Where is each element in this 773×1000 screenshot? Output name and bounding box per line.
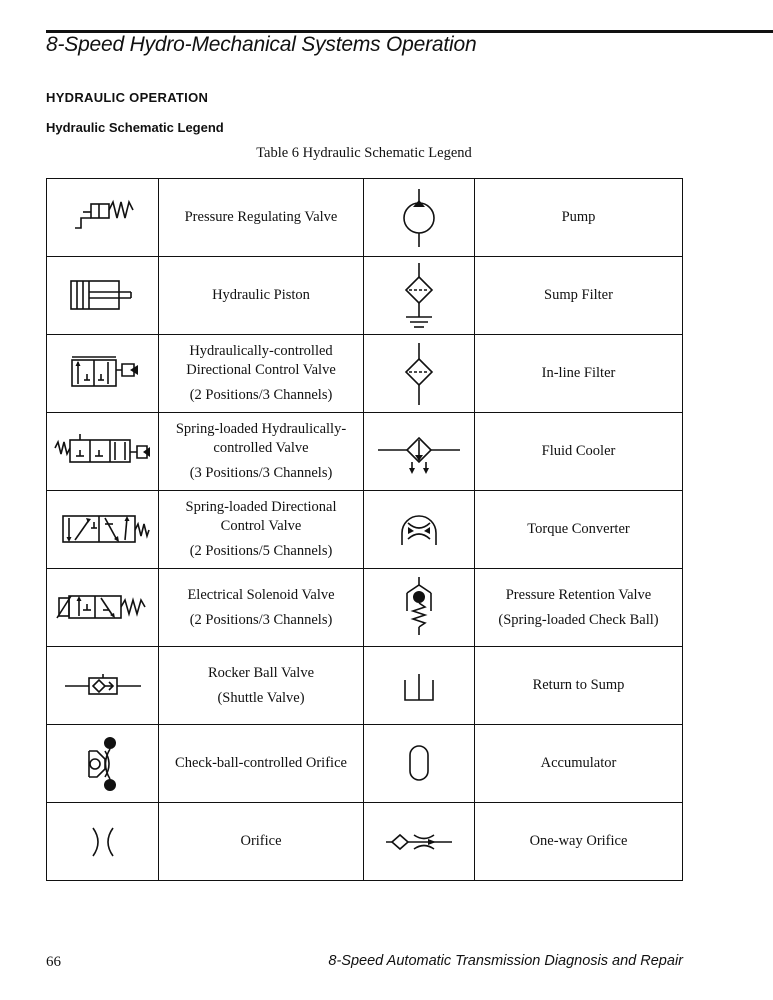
symbol-cell (364, 179, 475, 257)
label-line: Check-ball-controlled Orifice (175, 755, 347, 771)
symbol-cell (364, 725, 475, 803)
sub-heading: Hydraulic Schematic Legend (46, 120, 224, 135)
label-line: Accumulator (540, 755, 617, 771)
symbol-cell (364, 335, 475, 413)
label-line: Pressure Regulating Valve (184, 209, 338, 225)
symbol-label (159, 647, 364, 725)
legend-row (47, 647, 683, 725)
symbol-label (159, 335, 364, 413)
symbol-label (475, 179, 683, 257)
symbol-cell (364, 413, 475, 491)
symbol-cell (47, 569, 159, 647)
accumulator-icon (364, 742, 474, 786)
label-line: In-line Filter (541, 365, 616, 381)
symbol-cell (364, 569, 475, 647)
hydraulic-legend-table (46, 178, 683, 881)
label-line: Torque Converter (527, 521, 630, 537)
symbol-label (475, 725, 683, 803)
legend-row (47, 725, 683, 803)
label-note: (Spring-loaded Check Ball) (498, 611, 659, 628)
label-note: (2 Positions/3 Channels) (189, 611, 333, 628)
label-line: One-way Orifice (529, 833, 628, 849)
label-line: Pressure Retention Valve (505, 586, 652, 603)
spring-loaded-hydraulic-valve-icon (47, 430, 158, 474)
label-line: Hydraulic Piston (212, 287, 310, 303)
legend-row (47, 257, 683, 335)
symbol-label (475, 413, 683, 491)
symbol-label (159, 179, 364, 257)
label-line: Spring-loaded Hydraulically- (175, 421, 347, 437)
label-note: (2 Positions/5 Channels) (189, 543, 333, 559)
symbol-label (475, 647, 683, 725)
legend-row (47, 335, 683, 413)
hydraulic-directional-control-valve-icon (47, 352, 158, 396)
symbol-cell (47, 647, 159, 725)
electrical-solenoid-valve-icon (47, 586, 158, 630)
symbol-label (159, 413, 364, 491)
symbol-label (475, 569, 683, 647)
symbol-label (159, 803, 364, 881)
label-note: (Shuttle Valve) (217, 689, 305, 706)
symbol-cell (364, 803, 475, 881)
label-line: Spring-loaded Directional (185, 499, 337, 515)
torque-converter-icon (364, 505, 474, 555)
label-line: Hydraulically-controlled (189, 343, 333, 359)
label-line: Return to Sump (532, 677, 625, 693)
legend-row (47, 491, 683, 569)
symbol-label (475, 803, 683, 881)
orifice-icon (47, 822, 158, 862)
symbol-cell (47, 257, 159, 335)
symbol-cell (364, 491, 475, 569)
section-heading: HYDRAULIC OPERATION (46, 90, 209, 105)
check-ball-orifice-icon (47, 733, 158, 795)
symbol-label (475, 257, 683, 335)
legend-row (47, 569, 683, 647)
symbol-cell (47, 803, 159, 881)
symbol-cell (47, 413, 159, 491)
page-header-title: 8-Speed Hydro-Mechanical Systems Operation (46, 33, 477, 56)
sump-filter-icon (364, 261, 474, 331)
spring-loaded-directional-valve-icon (47, 508, 158, 552)
symbol-cell (47, 179, 159, 257)
symbol-label (475, 335, 683, 413)
label-line: Directional Control Valve (186, 362, 336, 378)
symbol-cell (364, 257, 475, 335)
pressure-retention-valve-icon (364, 575, 474, 641)
label-line: Pump (561, 209, 596, 225)
page-number: 66 (46, 954, 61, 970)
label-note: (2 Positions/3 Channels) (189, 387, 333, 403)
label-line: Control Valve (220, 518, 302, 534)
pump-icon (364, 187, 474, 249)
table-caption: Table 6 Hydraulic Schematic Legend (256, 145, 472, 161)
symbol-cell (47, 491, 159, 569)
label-note: (3 Positions/3 Channels) (189, 465, 333, 481)
label-line: Orifice (240, 833, 282, 849)
symbol-cell (364, 647, 475, 725)
label-line: Electrical Solenoid Valve (187, 586, 335, 603)
label-line: Sump Filter (544, 287, 613, 303)
label-line: Fluid Cooler (541, 443, 616, 459)
symbol-label (475, 491, 683, 569)
pressure-regulating-valve-icon (47, 196, 158, 240)
symbol-cell (47, 335, 159, 413)
symbol-label (159, 725, 364, 803)
fluid-cooler-icon (364, 424, 474, 480)
legend-row (47, 803, 683, 881)
return-to-sump-icon (364, 666, 474, 706)
hydraulic-piston-icon (47, 276, 158, 316)
symbol-label (159, 491, 364, 569)
label-line: controlled Valve (213, 440, 309, 456)
rocker-ball-valve-icon (47, 668, 158, 704)
label-line: Rocker Ball Valve (207, 664, 315, 681)
inline-filter-icon (364, 341, 474, 407)
legend-row (47, 179, 683, 257)
footer-title: 8-Speed Automatic Transmission Diagnosis and Repair (328, 953, 683, 969)
legend-row (47, 413, 683, 491)
one-way-orifice-icon (364, 827, 474, 857)
symbol-label (159, 569, 364, 647)
symbol-label (159, 257, 364, 335)
symbol-cell (47, 725, 159, 803)
